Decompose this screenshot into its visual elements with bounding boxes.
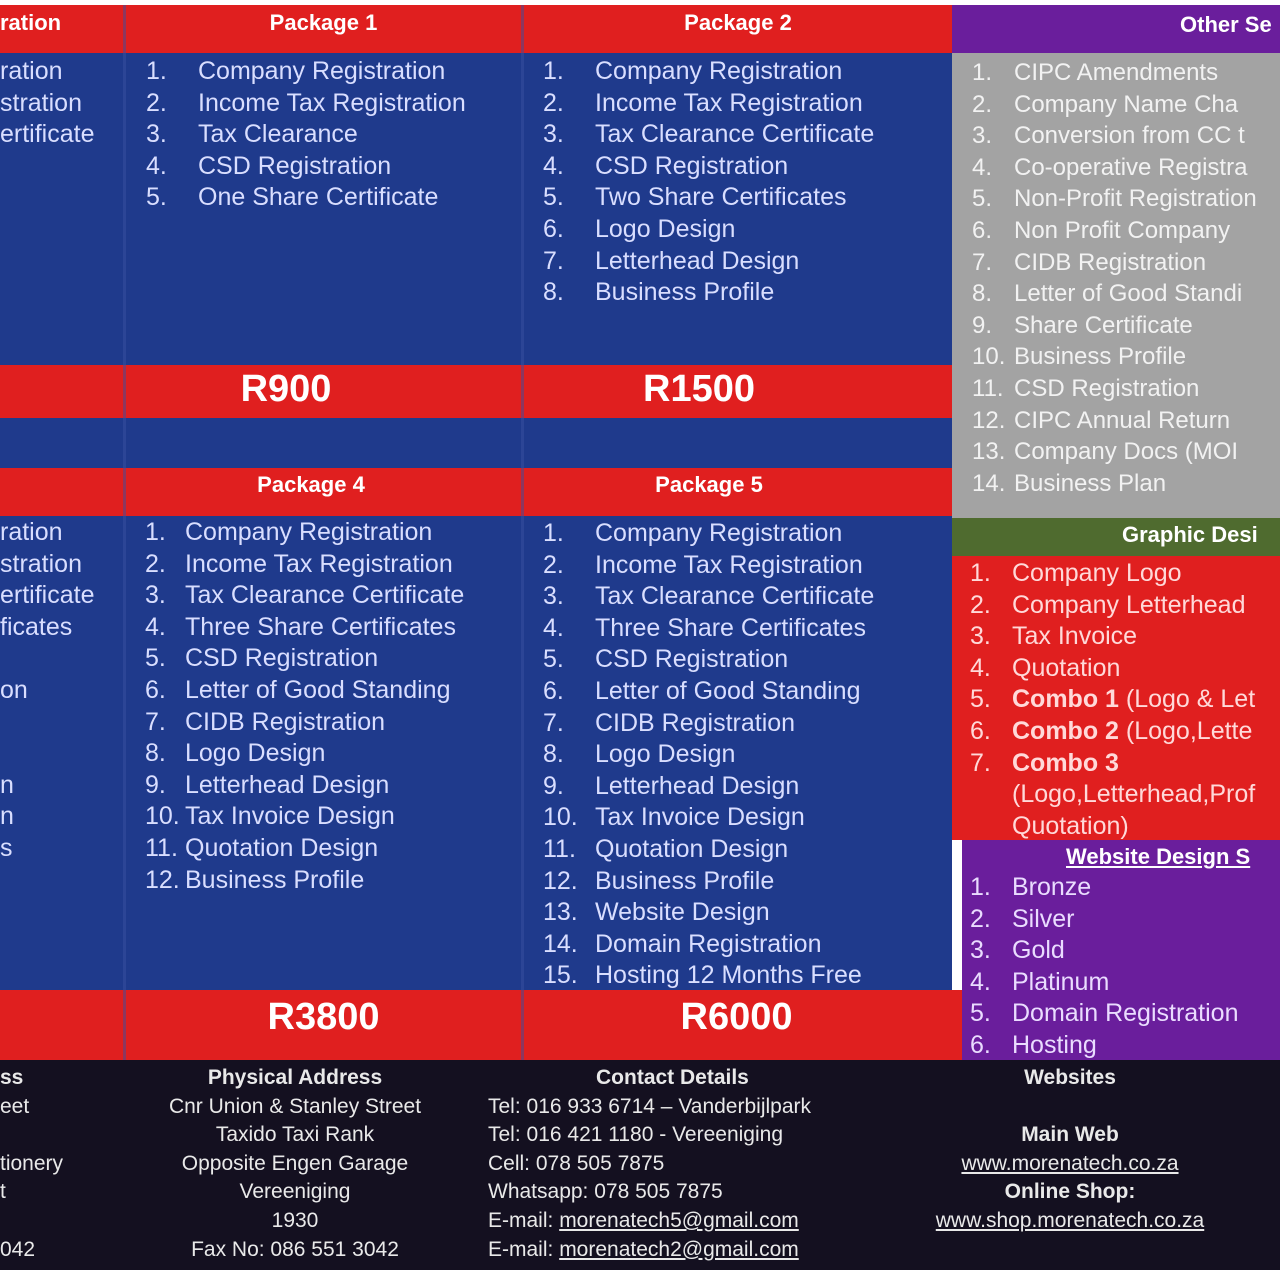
list-item: 12. Business Profile bbox=[543, 866, 775, 895]
other-services-clip bbox=[952, 56, 1280, 516]
col0-top-header: ration bbox=[0, 10, 62, 35]
list-item: 10. Tax Invoice Design bbox=[543, 803, 805, 832]
package4-price: R3800 bbox=[267, 996, 380, 1038]
list-item: 5. Domain Registration bbox=[970, 999, 1239, 1028]
list-item: 4. CSD Registration bbox=[543, 151, 789, 180]
package5-price: R6000 bbox=[680, 996, 793, 1038]
list-item: 6. Letter of Good Standing bbox=[145, 675, 451, 704]
package2-price: R1500 bbox=[643, 368, 755, 410]
list-item: 1. CIPC Amendments bbox=[972, 59, 1219, 86]
list-item: 6. Combo 2 (Logo,Lette bbox=[970, 716, 1253, 745]
list-item: 4. Co-operative Registra bbox=[972, 153, 1248, 181]
list-item: 8. Letter of Good Standi bbox=[972, 280, 1243, 308]
list-item: ration bbox=[0, 57, 63, 85]
list-item: 1. Bronze bbox=[970, 873, 1092, 901]
list-item: 7. CIDB Registration bbox=[145, 707, 386, 736]
list-item: 14. Business Plan bbox=[972, 469, 1167, 497]
list-item: 12. CIPC Annual Return bbox=[972, 406, 1231, 434]
list-item: 15. Hosting 12 Months Free bbox=[543, 961, 862, 990]
list-item: 4. Three Share Certificates bbox=[145, 612, 456, 641]
website-design-clip bbox=[962, 872, 1280, 1062]
list-item: n bbox=[0, 770, 14, 799]
list-item: ration bbox=[0, 518, 63, 546]
other-services-header: Other Se bbox=[1180, 12, 1272, 37]
list-item: 12. Business Profile bbox=[145, 865, 365, 894]
list-item bbox=[0, 643, 94, 675]
list-item: 10. Business Profile bbox=[972, 343, 1187, 371]
online-shop-title: Online Shop: bbox=[1004, 1180, 1136, 1204]
list-item bbox=[0, 707, 94, 739]
list-item: 9. Share Certificate bbox=[972, 311, 1193, 339]
list-item: (Logo,Letterhead,Prof bbox=[1012, 780, 1256, 809]
list-item: 11. Quotation Design bbox=[543, 834, 789, 863]
list-item: stration bbox=[0, 549, 82, 578]
column-divider bbox=[521, 5, 524, 1060]
list-item: 8. Business Profile bbox=[543, 278, 775, 307]
list-item bbox=[0, 738, 94, 770]
physical-address-title: Physical Address bbox=[207, 1066, 383, 1089]
list-item: 8. Logo Design bbox=[145, 739, 326, 768]
list-item: 4. CSD Registration bbox=[146, 151, 392, 180]
list-item: 9. Letterhead Design bbox=[145, 770, 390, 799]
list-item: 5. Two Share Certificates bbox=[543, 183, 847, 212]
package2-list bbox=[543, 56, 874, 309]
other-services-list bbox=[972, 57, 1257, 499]
website-design-header: Website Design S bbox=[1066, 844, 1251, 869]
list-item: Quotation) bbox=[1012, 811, 1129, 840]
list-item: 13. Website Design bbox=[543, 898, 770, 927]
package4-header: Package 4 bbox=[257, 472, 365, 497]
list-item: 6. Letter of Good Standing bbox=[543, 676, 861, 705]
list-item: ficates bbox=[0, 612, 73, 641]
list-item: 5. Non-Profit Registration bbox=[972, 185, 1257, 213]
list-item: 3. Tax Invoice bbox=[970, 622, 1138, 651]
col0-bottom-list-clip bbox=[0, 517, 120, 867]
list-item: 11. Quotation Design bbox=[145, 833, 379, 862]
list-item: 7. Letterhead Design bbox=[543, 246, 800, 275]
list-item: 6. Logo Design bbox=[543, 214, 736, 243]
package1-price: R900 bbox=[240, 368, 332, 410]
list-item: 2. Company Letterhead bbox=[970, 590, 1246, 619]
col0-top-list bbox=[0, 56, 94, 151]
package5-list bbox=[543, 518, 874, 992]
footer-col0: ss eet tionery t 042 bbox=[0, 1066, 64, 1261]
list-item: 1. Company Registration bbox=[145, 518, 433, 546]
list-item: 1. Company Registration bbox=[543, 519, 843, 547]
list-item: 2. Company Name Cha bbox=[972, 90, 1239, 118]
package1-header: Package 1 bbox=[269, 10, 378, 35]
list-item: 4. Platinum bbox=[970, 967, 1110, 996]
list-item: 7. Combo 3 bbox=[970, 748, 1119, 777]
list-item: stration bbox=[0, 88, 82, 117]
list-item: 13. Company Docs (MOI bbox=[972, 438, 1239, 466]
list-item: 9. Letterhead Design bbox=[543, 771, 800, 800]
list-item: 3. Tax Clearance Certificate bbox=[145, 581, 465, 610]
list-item: 8. Logo Design bbox=[543, 740, 736, 769]
list-item: 3. Conversion from CC t bbox=[972, 122, 1245, 150]
list-item: n bbox=[0, 802, 14, 831]
websites-title: Websites bbox=[1024, 1066, 1116, 1089]
col0-top-list-clip bbox=[0, 56, 120, 166]
footer-websites bbox=[900, 1064, 1240, 1236]
list-item: 3. Tax Clearance Certificate bbox=[543, 582, 875, 611]
main-web-title: Main Web bbox=[1021, 1123, 1119, 1147]
list-item: on bbox=[0, 675, 28, 704]
email-link[interactable]: morenatech5@gmail.com bbox=[559, 1208, 799, 1232]
list-item: 11. CSD Registration bbox=[972, 374, 1200, 402]
list-item: 1. Company Registration bbox=[543, 57, 843, 85]
list-item: 3. Tax Clearance Certificate bbox=[543, 120, 875, 149]
online-shop-link[interactable]: www.shop.morenatech.co.za bbox=[935, 1208, 1205, 1232]
main-web-link[interactable]: www.morenatech.co.za bbox=[961, 1151, 1179, 1175]
graphic-design-header: Graphic Desi bbox=[1122, 522, 1258, 547]
list-item: 1. Company Logo bbox=[970, 559, 1182, 587]
list-item: 7. CIDB Registration bbox=[543, 708, 796, 737]
mid-blue-band bbox=[0, 418, 952, 468]
list-item: 10. Tax Invoice Design bbox=[145, 802, 395, 831]
footer-physical-address: Physical Address Cnr Union & Stanley Street Taxido Taxi Rank Opposite Engen Garage Vereeniging 1930 Fax No: 086 551 3042 bbox=[140, 1064, 450, 1264]
list-item: 4. Quotation bbox=[970, 653, 1121, 682]
list-item: 5. CSD Registration bbox=[543, 645, 789, 674]
list-item: 4. Three Share Certificates bbox=[543, 613, 866, 642]
list-item: 5. Combo 1 (Logo & Let bbox=[970, 685, 1256, 714]
list-item: 3. Tax Clearance bbox=[146, 120, 358, 149]
list-item: 3. Gold bbox=[970, 936, 1065, 965]
list-item: 2. Income Tax Registration bbox=[543, 550, 863, 579]
package4-list bbox=[145, 517, 464, 896]
graphic-design-clip bbox=[952, 558, 1280, 840]
package1-list bbox=[146, 56, 466, 214]
list-item: 1. Company Registration bbox=[146, 57, 446, 85]
list-item: 2. Income Tax Registration bbox=[146, 88, 466, 117]
column-divider bbox=[123, 5, 126, 1060]
graphic-design-list bbox=[970, 558, 1255, 840]
list-item: 6. Non Profit Company bbox=[972, 216, 1231, 244]
contact-details-title: Contact Details bbox=[596, 1066, 749, 1089]
list-item: 5. CSD Registration bbox=[145, 644, 379, 673]
list-item: ertificate bbox=[0, 120, 95, 149]
col0-bottom-list bbox=[0, 517, 94, 865]
list-item: 6. Hosting bbox=[970, 1030, 1097, 1059]
list-item: 2. Income Tax Registration bbox=[145, 549, 453, 578]
email-link[interactable]: morenatech2@gmail.com bbox=[559, 1237, 799, 1261]
list-item: s bbox=[0, 833, 13, 862]
list-item: 14. Domain Registration bbox=[543, 929, 822, 958]
list-item: ertificate bbox=[0, 581, 95, 610]
package5-header: Package 5 bbox=[655, 472, 763, 497]
list-item: 7. CIDB Registration bbox=[972, 248, 1207, 276]
website-design-list bbox=[970, 872, 1239, 1062]
list-item: 5. One Share Certificate bbox=[146, 183, 439, 212]
list-item: 2. Income Tax Registration bbox=[543, 88, 863, 117]
footer-contact-details: Contact Details Tel: 016 933 6714 – Vanderbijlpark Tel: 016 421 1180 - Vereeniging Cell: 078 505 7875 Whatsapp: 078 505 7875 E-mail: morenatech5@gmail.com E-mail: morenatech2@gmail.com bbox=[488, 1066, 812, 1261]
package2-header: Package 2 bbox=[684, 10, 792, 35]
list-item: 2. Silver bbox=[970, 904, 1075, 933]
